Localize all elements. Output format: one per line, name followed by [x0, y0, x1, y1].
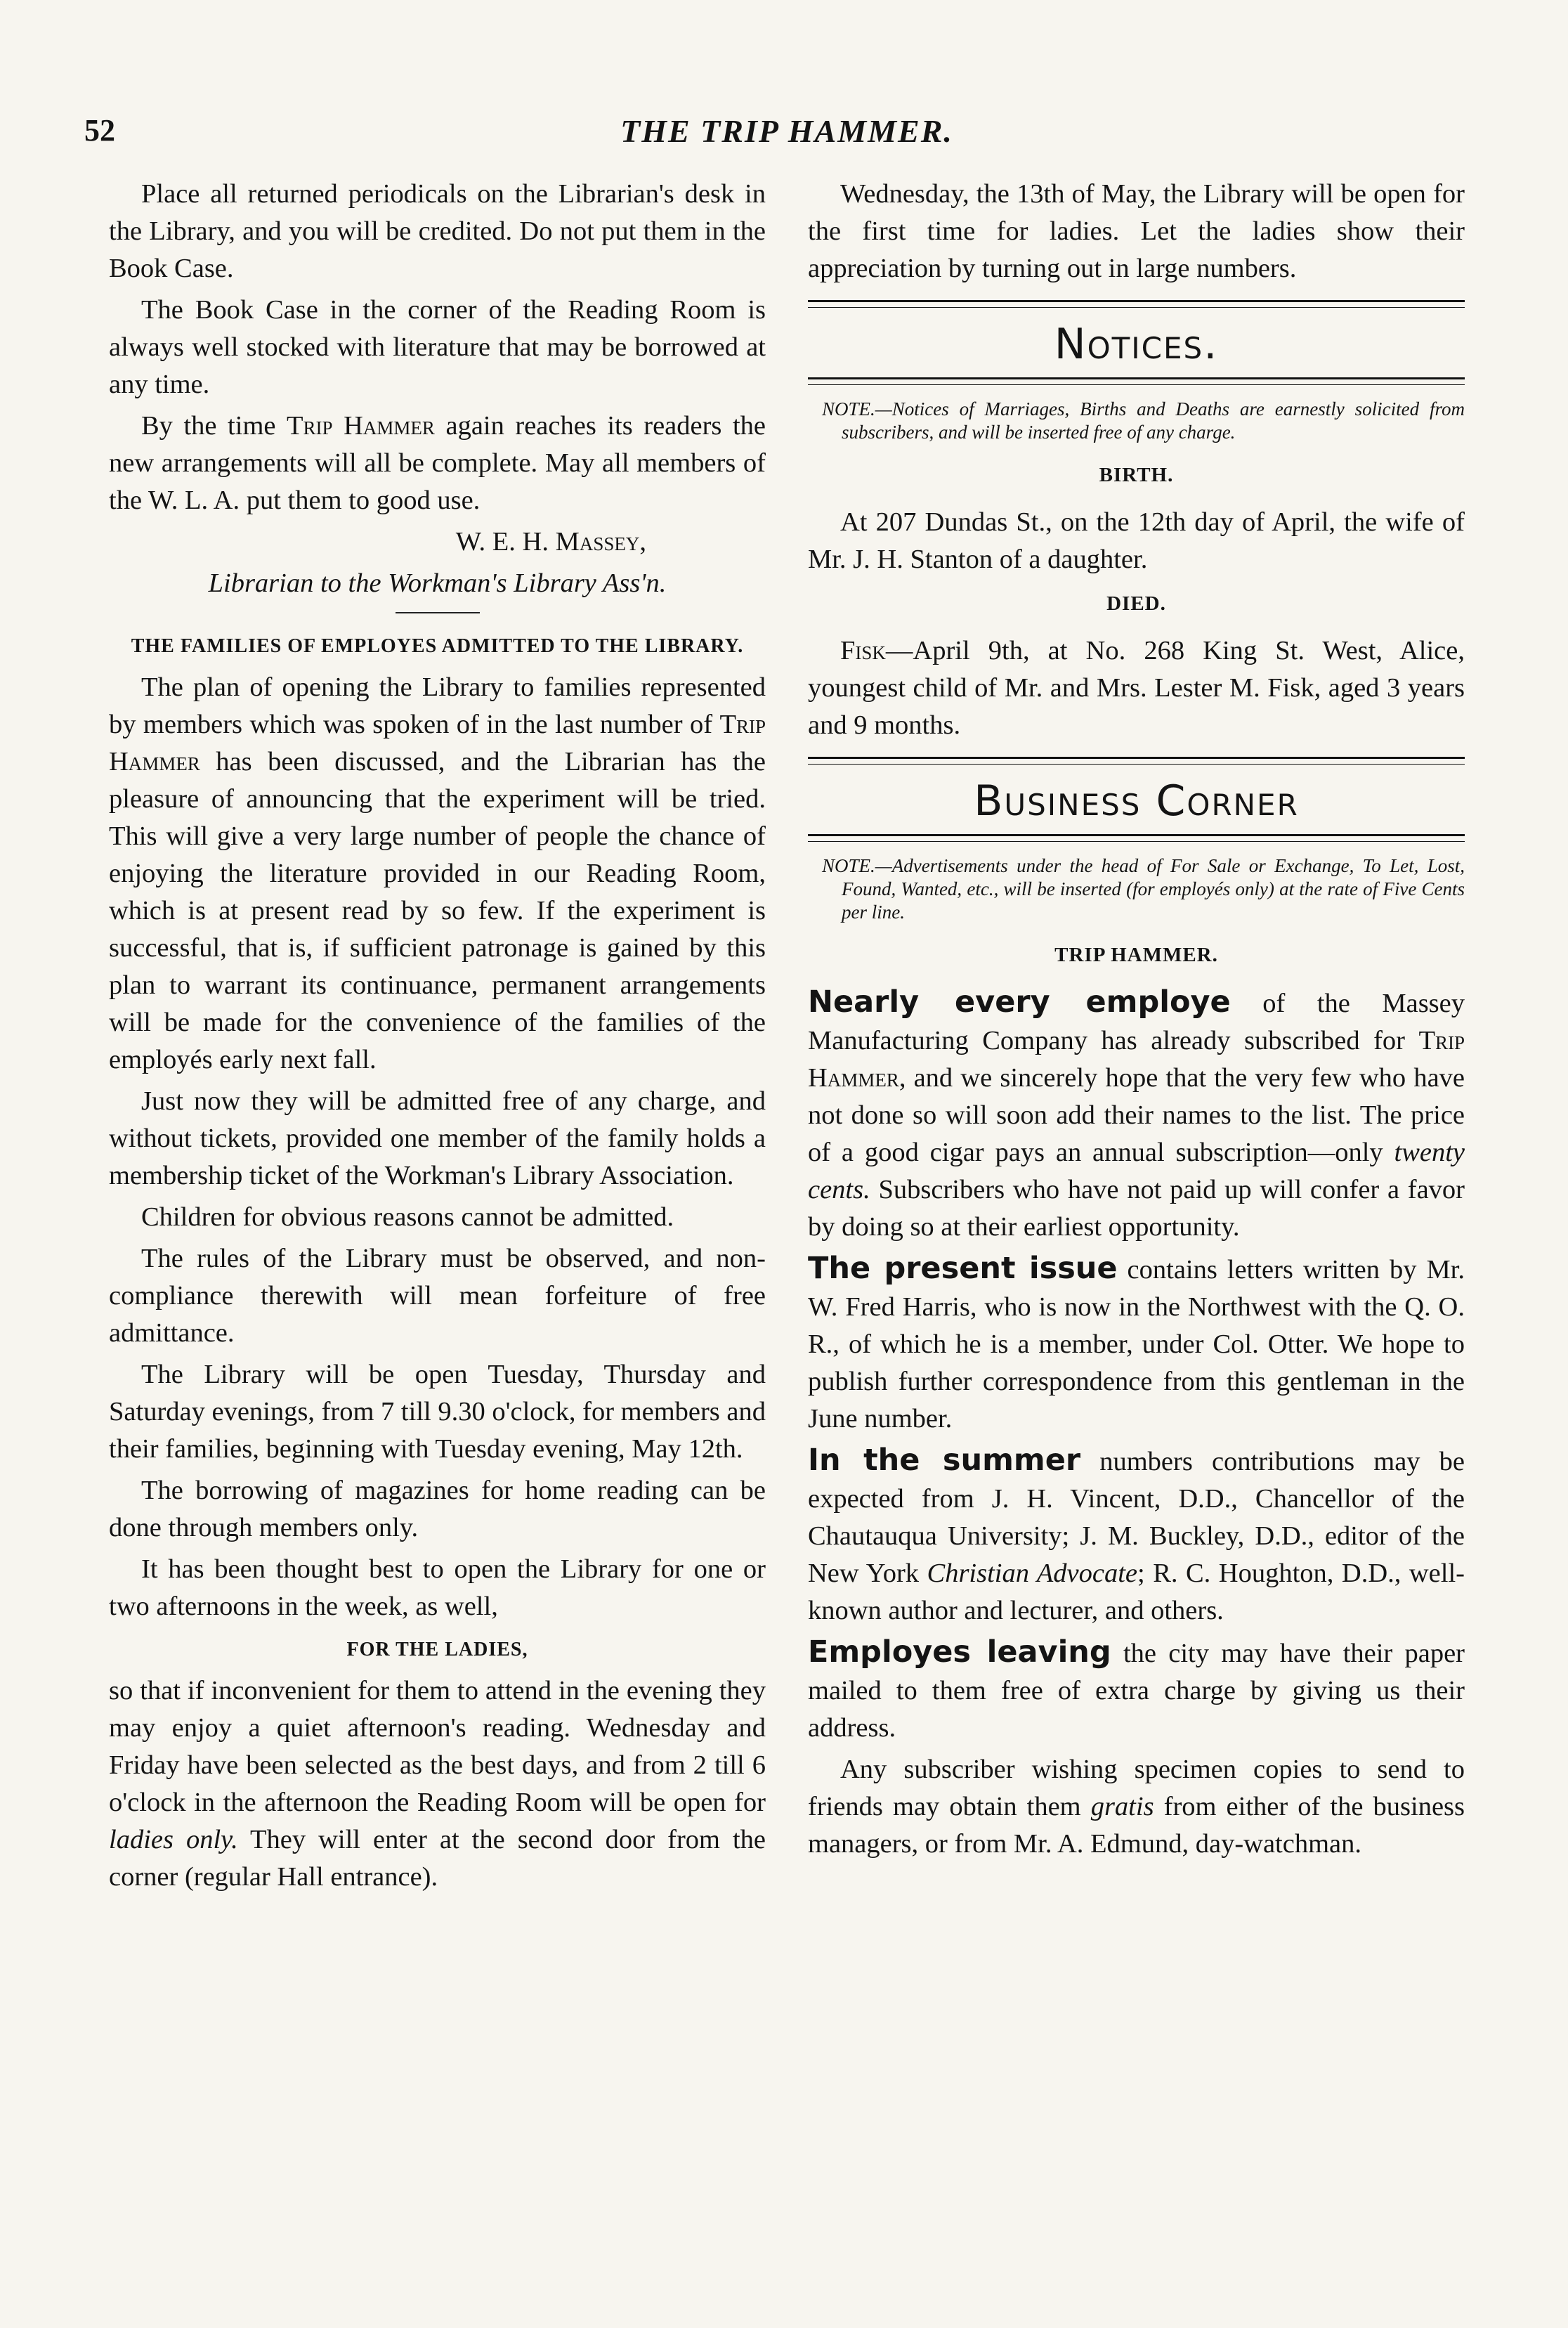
death-notice: Fisk—April 9th, at No. 268 King St. West, Alice, youngest child of Mr. and Mrs. Lester M. Fisk, aged 3 years and 9 months. — [808, 636, 1465, 740]
paragraph: The borrowing of magazines for home reading can be done through members only. — [109, 1476, 766, 1542]
section-subhead: THE FAMILIES OF EMPLOYES ADMITTED TO THE LIBRARY. — [131, 635, 744, 657]
paragraph: Children for obvious reasons cannot be admitted. — [141, 1202, 674, 1232]
notices-heading: Notices. — [1054, 320, 1219, 369]
paragraph: Just now they will be admitted free of any charge, and without tickets, provided one member of the family holds a membership ticket of the Workman's Library Association. — [109, 1086, 766, 1190]
paragraph: Nearly every employe of the Massey Manufacturing Company has already subscribed for Trip Hammer, and we sincerely hope that the very few who have not done so will soon add their names to the list. The price of a good cigar pays an annual subscription—only twenty cents. Subscribers who have not paid up will confer a favor by doing so at their earliest opportunity. — [808, 984, 1465, 1242]
page-header — [84, 112, 1489, 162]
paragraph: The plan of opening the Library to families represented by members which was spoken of in the last number of Trip Hammer has been discussed, and the Librarian has the pleasure of announcing that the experiment will be tried. This will give a very large number of people the chance of enjoying the literature provided in our Reading Room, which is at present read by so few. If the experiment is successful, that is, if sufficient patronage is gained by this plan to warrant its continuance, permanent arrangements will be made for the convenience of the families of the employés early next fall. — [109, 672, 766, 1074]
paragraph: Place all returned periodicals on the Librarian's desk in the Library, and you will be credited. Do not put them in the Book Case. — [109, 179, 766, 283]
business-corner-heading: Business Corner — [974, 776, 1299, 826]
paragraph: The present issue contains letters written by Mr. W. Fred Harris, who is now in the Northwest with the Q. O. R., of which he is a member, under Col. Otter. We hope to publish further correspondence from this gentleman in the June number. — [808, 1251, 1465, 1433]
paragraph: Wednesday, the 13th of May, the Library will be open for the first time for ladies. Let the ladies show their appreciation by turning out in large numbers. — [808, 179, 1465, 283]
died-heading: DIED. — [1106, 592, 1166, 615]
birth-heading: BIRTH. — [1099, 464, 1174, 486]
divider — [396, 612, 480, 613]
paragraph: Employes leaving the city may have their paper mailed to them free of extra charge by giving us their address. — [808, 1634, 1465, 1743]
paragraph: In the summer numbers contributions may be expected from J. H. Vincent, D.D., Chancellor of the Chautauqua University; J. M. Buckley, D.D., editor of the New York Christian Advocate; R. C. Houghton, D.D., well-known author and lecturer, and others. — [808, 1443, 1465, 1625]
paragraph: By the time Trip Hammer again reaches its readers the new arrangements will all be complete. May all members of the W. L. A. put them to good use. — [109, 411, 766, 515]
section-subhead: FOR THE LADIES, — [346, 1639, 528, 1660]
paragraph: Any subscriber wishing specimen copies to send to friends may obtain them gratis from either of the business managers, or from Mr. A. Edmund, day-watchman. — [808, 1755, 1465, 1859]
paragraph: The Book Case in the corner of the Reading Room is always well stocked with literature that may be borrowed at any time. — [109, 295, 766, 399]
birth-notice: At 207 Dundas St., on the 12th day of April, the wife of Mr. J. H. Stanton of a daughter. — [808, 507, 1465, 574]
right-column — [808, 176, 1465, 1867]
paragraph: It has been thought best to open the Library for one or two afternoons in the week, as well, — [109, 1554, 766, 1621]
business-note: NOTE.—Advertisements under the head of For Sale or Exchange, To Let, Lost, Found, Wanted, etc., will be inserted (for employés only) at the rate of Five Cents per line. — [822, 855, 1465, 923]
trip-hammer-heading: TRIP HAMMER. — [1054, 944, 1218, 966]
paragraph: The rules of the Library must be observed, and non-compliance therewith will mean forfeiture of free admittance. — [109, 1244, 766, 1348]
double-rule — [808, 757, 1465, 765]
double-rule — [808, 300, 1465, 308]
running-title: THE TRIP HAMMER. — [620, 113, 953, 149]
left-column — [109, 176, 766, 1900]
paragraph: The Library will be open Tuesday, Thursday and Saturday evenings, from 7 till 9.30 o'clock, for members and their families, beginning with Tuesday evening, May 12th. — [109, 1360, 766, 1464]
notices-note: NOTE.—Notices of Marriages, Births and Deaths are earnestly solicited from subscribers, and will be inserted free of any charge. — [822, 398, 1465, 443]
signature-name: W. E. H. Massey, — [455, 527, 646, 557]
double-rule — [808, 834, 1465, 842]
signature-title: Librarian to the Workman's Library Ass'n. — [208, 568, 667, 598]
paragraph: so that if inconvenient for them to attend in the evening they may enjoy a quiet afternoon's reading. Wednesday and Friday have been selected as the best days, and from 2 till 6 o'clock in the afternoon the Reading Room will be open for ladies only. They will enter at the second door from the corner (regular Hall entrance). — [109, 1676, 766, 1892]
page-number: 52 — [84, 113, 115, 148]
double-rule — [808, 377, 1465, 385]
